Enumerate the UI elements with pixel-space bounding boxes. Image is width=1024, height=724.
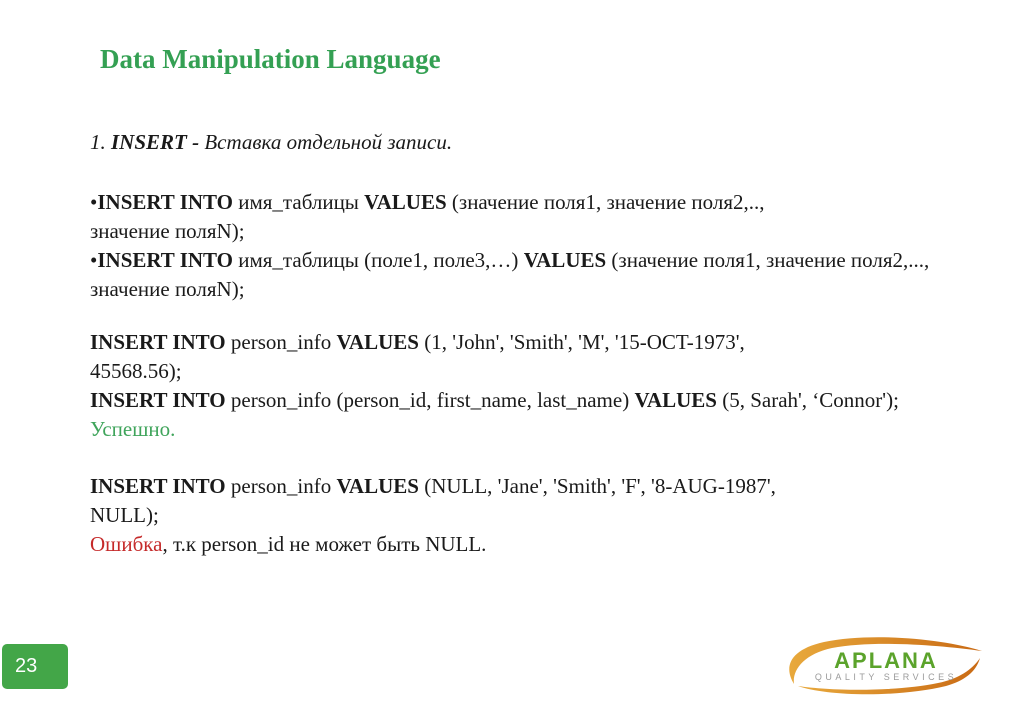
text-segment: VALUES [336,330,419,354]
text-line [90,275,990,304]
text-segment: INSERT INTO [90,474,226,498]
page-number-badge [2,644,68,689]
text-segment: Ошибка [90,532,163,556]
text-line [90,188,990,217]
text-segment: значение поляN); [90,219,245,243]
text-segment: (значение поля1, значение поля2,.., [446,190,765,214]
text-segment: Вставка отдельной записи. [204,130,453,154]
text-segment: Успешно. [90,417,176,441]
text-segment: NULL); [90,503,159,527]
text-segment: INSERT INTO [97,190,233,214]
text-segment: (1, 'John', 'Smith', 'M', '15-OCT-1973', [418,330,745,354]
text-line [90,386,990,415]
text-segment: , т.к person_id не может быть NULL. [162,532,487,556]
text-line [90,530,990,559]
text-segment: имя_таблицы [233,190,365,214]
insert-example-success [90,328,990,444]
text-segment: INSERT - [111,130,205,154]
text-segment: 45568.56); [90,359,182,383]
text-segment: VALUES [364,190,447,214]
text-segment: person_info [225,474,337,498]
text-segment: INSERT INTO [90,388,226,412]
text-line [90,357,990,386]
text-line [90,472,990,501]
text-segment: INSERT INTO [97,248,233,272]
text-segment: person_info [225,330,337,354]
text-segment: (NULL, 'Jane', 'Smith', 'F', '8-AUG-1987', [418,474,776,498]
text-segment: INSERT INTO [90,330,226,354]
text-line [90,415,990,444]
text-segment: VALUES [523,248,607,272]
text-line [90,328,990,357]
text-line [90,217,990,246]
text-segment: VALUES [634,388,717,412]
logo-wordmark: APLANA [834,648,938,673]
logo-tagline: QUALITY SERVICES [814,672,958,682]
aplana-logo [786,636,986,698]
text-line [90,501,990,530]
text-segment: (5, Sarah', ‘Connor'); [716,388,899,412]
text-segment: person_info (person_id, first_name, last_name) [225,388,635,412]
insert-intro [90,128,990,157]
text-segment: • [90,190,98,214]
text-segment: • [90,248,98,272]
text-line [90,246,990,275]
text-segment: 1. [90,130,111,154]
text-segment: значение поляN); [90,277,245,301]
text-line [90,128,990,157]
insert-example-error [90,472,990,559]
text-segment: VALUES [336,474,419,498]
text-segment: (значение поля1, значение поля2,..., [606,248,930,272]
page-number: 23 [15,655,38,677]
text-segment: имя_таблицы (поле1, поле3,…) [233,248,524,272]
slide-title: Data Manipulation Language [100,44,441,74]
insert-syntax-bullets [90,188,990,304]
